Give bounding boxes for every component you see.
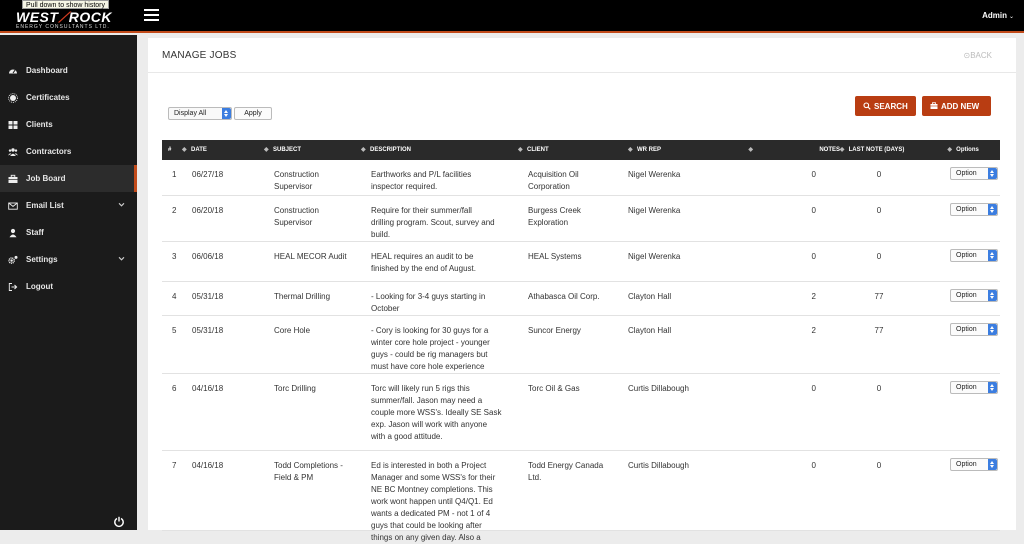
cell-line: with a good attitude.: [371, 432, 443, 441]
cell-line: Torc Oil & Gas: [528, 384, 580, 393]
display-filter-select[interactable]: Display All: [168, 107, 232, 120]
job-date: 06/06/18: [192, 252, 224, 261]
cell-line: build.: [371, 230, 391, 239]
column-header-label: Options: [956, 147, 979, 153]
job-notes-count: 0: [811, 170, 816, 179]
cell-line: finished by the end of August.: [371, 264, 476, 273]
job-last-note-days: 0: [876, 206, 882, 215]
row-option-select[interactable]: [950, 458, 998, 471]
job-notes-count: 0: [811, 252, 816, 261]
dashboard-icon: [8, 66, 26, 76]
table-row: [162, 196, 1000, 242]
cell-line: Burgess Creek: [528, 206, 581, 215]
job-subject: [274, 205, 319, 229]
job-subject: [274, 383, 316, 395]
job-subject: [274, 251, 347, 263]
job-last-note-days: 0: [876, 170, 882, 179]
job-notes-count: 2: [811, 326, 816, 335]
sidebar-item-label: Logout: [26, 282, 54, 291]
job-rep: Nigel Werenka: [628, 170, 681, 179]
job-client: [528, 169, 579, 193]
column-header[interactable]: [628, 140, 661, 160]
sidebar-item-label: Email List: [26, 201, 64, 210]
option-label: Option: [956, 206, 977, 213]
column-header-label: NOTES: [819, 147, 840, 153]
row-option-select[interactable]: [950, 289, 998, 302]
sidebar-item-settings[interactable]: [0, 246, 137, 273]
option-label: Option: [956, 292, 977, 299]
menu-toggle-icon[interactable]: [144, 9, 159, 22]
cell-line: Field & PM: [274, 473, 314, 482]
table-header: [162, 140, 1000, 160]
job-rep: Curtis Dillabough: [628, 384, 689, 393]
cell-line: NE BC Montney completions. This: [371, 485, 493, 494]
sidebar-item-certificates[interactable]: [0, 84, 137, 111]
job-subject: [274, 325, 310, 337]
job-description: [371, 383, 501, 443]
column-header-label: WR REP: [637, 147, 661, 153]
select-arrows-icon: [988, 324, 997, 335]
search-icon: [863, 102, 871, 110]
row-option-select[interactable]: [950, 249, 998, 262]
job-client: [528, 205, 581, 229]
job-description: [371, 325, 490, 373]
row-option-select[interactable]: [950, 167, 998, 180]
cell-line: HEAL Systems: [528, 252, 582, 261]
cell-line: - Cory is looking for 30 guys for a: [371, 326, 489, 335]
job-description: [371, 169, 471, 193]
job-date: 06/20/18: [192, 206, 224, 215]
cell-line: HEAL MECOR Audit: [274, 252, 347, 261]
column-header[interactable]: [361, 140, 411, 160]
job-last-note-days: 0: [876, 461, 882, 470]
sidebar-item-logout[interactable]: [0, 273, 137, 300]
sidebar-item-dashboard[interactable]: [0, 57, 137, 84]
column-header-label: DESCRIPTION: [370, 147, 412, 153]
column-header[interactable]: [518, 140, 549, 160]
row-option-select[interactable]: [950, 323, 998, 336]
select-arrows-icon: [988, 250, 997, 261]
cell-line: Torc will likely run 5 rigs this: [371, 384, 470, 393]
sidebar-item-label: Contractors: [26, 147, 72, 156]
cell-line: guys that could be looking after: [371, 521, 482, 530]
cell-line: things on any given day. Also a: [371, 533, 481, 542]
logo-tagline: ENERGY CONSULTANTS LTD.: [16, 24, 110, 30]
job-date: 04/16/18: [192, 461, 224, 470]
history-tooltip: Pull down to show history: [22, 0, 109, 9]
chevron-down-icon: ⌄: [1008, 14, 1014, 20]
sidebar-item-label: Clients: [26, 120, 53, 129]
company-logo[interactable]: [16, 10, 120, 32]
row-number: 4: [172, 292, 177, 301]
cell-line: must have core hole experience: [371, 362, 485, 371]
cell-line: wants a dedicated PM - not 1 of 4: [371, 509, 491, 518]
job-description: [371, 205, 495, 241]
cell-line: exp. Jason will work with anyone: [371, 420, 488, 429]
column-header-label: SUBJECT: [273, 147, 302, 153]
column-header[interactable]: [926, 140, 1000, 160]
row-number: 3: [172, 252, 177, 261]
cell-line: Ltd.: [528, 473, 542, 482]
envelope-icon: [8, 201, 26, 211]
certificate-icon: [8, 93, 26, 103]
sort-icon: ◆: [839, 147, 845, 153]
cell-line: Corporation: [528, 182, 570, 191]
user-icon: [8, 228, 26, 238]
cell-line: Suncor Energy: [528, 326, 581, 335]
job-rep: Clayton Hall: [628, 292, 672, 301]
user-name: Admin: [982, 11, 1007, 20]
sort-icon: ◆: [264, 147, 269, 153]
job-client: [528, 460, 603, 484]
cell-line: Earthworks and P/L facilities: [371, 170, 472, 179]
cell-line: Construction: [274, 170, 319, 179]
table-row: [162, 242, 1000, 282]
column-header-label: LAST NOTE (DAYS): [848, 147, 905, 153]
job-client: [528, 325, 581, 337]
table-row: [162, 451, 1000, 542]
cell-line: Construction: [274, 206, 319, 215]
table-row: [162, 160, 1000, 196]
cell-line: Athabasca Oil Corp.: [528, 292, 600, 301]
column-header[interactable]: [182, 140, 207, 160]
cell-line: Exploration: [528, 218, 569, 227]
select-arrows-icon: [988, 290, 997, 301]
option-label: Option: [956, 461, 977, 468]
cell-line: guys - could be rig managers but: [371, 350, 488, 359]
column-header-label: DATE: [191, 147, 207, 153]
sidebar-item-clients[interactable]: [0, 111, 137, 138]
job-date: 04/16/18: [192, 384, 224, 393]
back-icon: ⊙: [963, 51, 971, 60]
row-option-select[interactable]: [950, 203, 998, 216]
select-arrows-icon: [222, 108, 231, 119]
page-title: MANAGE JOBS: [162, 50, 237, 61]
title-divider: [148, 72, 1016, 73]
cell-line: inspector required.: [371, 182, 438, 191]
grid-icon: [8, 120, 26, 130]
job-date: 06/27/18: [192, 170, 224, 179]
job-client: [528, 383, 580, 395]
job-description: [371, 460, 495, 544]
option-label: Option: [956, 326, 977, 333]
cell-line: Acquisition Oil: [528, 170, 579, 179]
job-description: [371, 291, 485, 315]
select-arrows-icon: [988, 168, 997, 179]
column-header[interactable]: [168, 140, 171, 160]
select-arrows-icon: [988, 459, 997, 470]
add-new-button[interactable]: ADD NEW: [922, 96, 991, 116]
job-rep: Curtis Dillabough: [628, 461, 689, 470]
table-body: [162, 160, 1000, 542]
sort-icon: ◆: [947, 147, 952, 153]
cell-line: - Looking for 3-4 guys starting in: [371, 292, 486, 301]
sort-icon: ◆: [748, 147, 753, 153]
user-menu[interactable]: [982, 11, 1014, 20]
row-number: 7: [172, 461, 177, 470]
job-date: 05/31/18: [192, 292, 224, 301]
select-arrows-icon: [988, 382, 997, 393]
option-label: Option: [956, 252, 977, 259]
cell-line: Manager and some WSS's for their: [371, 473, 496, 482]
briefcase-icon: [8, 174, 26, 184]
table-row: [162, 316, 1000, 374]
job-last-note-days: 0: [876, 252, 882, 261]
job-last-note-days: 77: [874, 292, 884, 301]
row-option-select[interactable]: [950, 381, 998, 394]
job-rep: Nigel Werenka: [628, 252, 681, 261]
select-arrows-icon: [988, 204, 997, 215]
job-subject: [274, 460, 343, 484]
sidebar-item-label: Staff: [26, 228, 44, 237]
back-link[interactable]: ⊙BACK: [963, 51, 992, 60]
sidebar-item-contractors[interactable]: [0, 138, 137, 165]
cell-line: Thermal Drilling: [274, 292, 331, 301]
cell-line: Todd Completions -: [274, 461, 343, 470]
gears-icon: [8, 255, 26, 265]
job-notes-count: 0: [811, 384, 816, 393]
cell-line: summer/fall. Jason may need a: [371, 396, 483, 405]
logo-wordmark: WEST⟋ROCK: [16, 9, 112, 25]
job-client: [528, 251, 582, 263]
column-header-label: CLIENT: [527, 147, 549, 153]
cell-line: HEAL requires an audit to be: [371, 252, 474, 261]
sidebar-item-staff[interactable]: [0, 219, 137, 246]
cell-line: winter core hole project - younger: [371, 338, 490, 347]
cell-line: Core Hole: [274, 326, 311, 335]
job-rep: Clayton Hall: [628, 326, 672, 335]
cell-line: couple more WSS's. Ideally SE Sask: [371, 408, 502, 417]
cell-line: work wont happen until Q4/Q1. Ed: [371, 497, 493, 506]
cell-line: drilling program. Scout, survey and: [371, 218, 495, 227]
job-notes-count: 2: [811, 292, 816, 301]
row-number: 2: [172, 206, 177, 215]
top-bar: [0, 0, 1024, 33]
sidebar-item-email-list[interactable]: [0, 192, 137, 219]
option-label: Option: [956, 170, 977, 177]
chevron-down-icon: [118, 201, 125, 208]
row-number: 6: [172, 384, 177, 393]
column-header[interactable]: [822, 140, 922, 160]
briefcase-icon: [930, 102, 938, 110]
sidebar-nav: [0, 57, 137, 300]
job-description: [371, 251, 476, 275]
sidebar-item-job-board[interactable]: [0, 165, 137, 192]
sidebar: [0, 35, 137, 530]
column-header[interactable]: [264, 140, 301, 160]
cell-line: Torc Drilling: [274, 384, 316, 393]
job-notes-count: 0: [811, 206, 816, 215]
power-icon[interactable]: [113, 516, 125, 528]
cell-line: Todd Energy Canada: [528, 461, 604, 470]
cell-line: Supervisor: [274, 182, 313, 191]
job-subject: [274, 169, 319, 193]
table-row: [162, 282, 1000, 316]
row-number: 5: [172, 326, 177, 335]
column-header-label: #: [168, 147, 172, 153]
cell-line: October: [371, 304, 400, 313]
apply-button[interactable]: Apply: [234, 107, 272, 120]
row-number: 1: [172, 170, 177, 179]
sidebar-item-label: Dashboard: [26, 66, 68, 75]
users-icon: [8, 147, 26, 157]
job-last-note-days: 0: [876, 384, 882, 393]
logout-icon: [8, 282, 26, 292]
sort-icon: ◆: [628, 147, 633, 153]
sort-icon: ◆: [182, 147, 187, 153]
cell-line: Require for their summer/fall: [371, 206, 472, 215]
job-last-note-days: 77: [874, 326, 884, 335]
cell-line: Supervisor: [274, 218, 313, 227]
job-rep: Nigel Werenka: [628, 206, 681, 215]
chevron-down-icon: [118, 255, 125, 262]
sort-icon: ◆: [361, 147, 366, 153]
main-panel: [148, 38, 1016, 542]
sidebar-item-label: Settings: [26, 255, 58, 264]
job-client: [528, 291, 600, 303]
job-notes-count: 0: [811, 461, 816, 470]
job-date: 05/31/18: [192, 326, 224, 335]
search-button[interactable]: SEARCH: [855, 96, 916, 116]
table-row: [162, 374, 1000, 451]
sidebar-item-label: Job Board: [26, 174, 66, 183]
cell-line: Ed is interested in both a Project: [371, 461, 487, 470]
sidebar-item-label: Certificates: [26, 93, 70, 102]
option-label: Option: [956, 384, 977, 391]
job-subject: [274, 291, 330, 303]
jobs-table: [162, 140, 1000, 542]
sort-icon: ◆: [518, 147, 523, 153]
